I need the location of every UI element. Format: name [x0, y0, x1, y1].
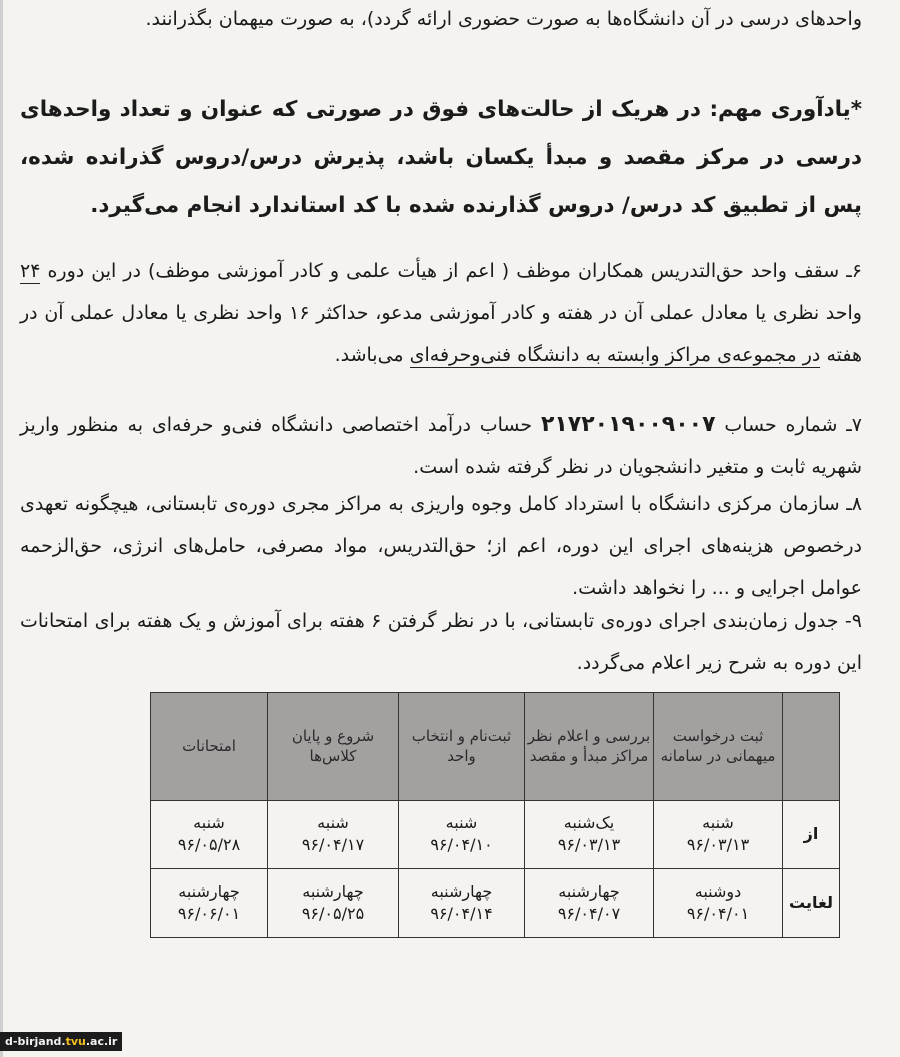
header-review: بررسی و اعلام نظر مراکز مبدأ و مقصد: [525, 693, 654, 801]
table-cell: شنبه ۹۶/۰۴/۱۷: [268, 800, 399, 869]
schedule-header-row: [151, 693, 840, 801]
table-cell: شنبه ۹۶/۰۴/۱۰: [399, 800, 525, 869]
table-cell: چهارشنبه ۹۶/۰۴/۱۴: [399, 869, 525, 938]
paragraph-9-schedule: ۹- جدول زمان‌بندی اجرای دوره‌ی تابستانی، با در نظر گرفتن ۶ هفته برای آموزش و یک هفته برای امتحانات این دوره به شرح زیر اعلام می‌گردد.: [20, 610, 862, 674]
header-guest-request: ثبت درخواست میهمانی در سامانه: [654, 693, 783, 801]
table-cell: دوشنبه ۹۶/۰۴/۰۱: [654, 869, 783, 938]
paragraph-guest-continuation: واحدهای درسی در آن دانشگاه‌ها به صورت حضوری ارائه گردد)، به صورت میهمان بگذرانند.: [145, 8, 862, 30]
row-label-from: از: [783, 800, 840, 869]
table-cell: چهارشنبه ۹۶/۰۴/۰۷: [525, 869, 654, 938]
paragraph-8-refund: ۸ـ سازمان مرکزی دانشگاه با استرداد کامل وجوه واریزی به مراکز مجری دوره‌ی تابستانی، هیچگونه تعهدی درخصوص هزینه‌های اجرای این دوره، اعم از؛ حق‌التدریس، مواد مصرفی، حامل‌های انرژی، حق‌الزحمه عوامل اجرایی و ... را نخواهد داشت.: [20, 493, 862, 599]
table-row: [151, 800, 840, 869]
table-row: [151, 869, 840, 938]
underlined-unit-count: ۲۴: [20, 260, 41, 282]
row-label-until: لغایت: [783, 869, 840, 938]
watermark-url: d-birjand.tvu.ac.ir: [0, 1032, 122, 1051]
underlined-centers-text: در مجموعه‌ی مراکز وابسته به دانشگاه فنی‌وحرفه‌ای: [409, 344, 821, 366]
header-classes: شروع و پایان کلاس‌ها: [268, 693, 399, 801]
account-number: ۲۱۷۲۰۱۹۰۰۹۰۰۷: [540, 412, 716, 437]
table-cell: شنبه ۹۶/۰۳/۱۳: [654, 800, 783, 869]
page-edge: [0, 0, 3, 1057]
table-cell: چهارشنبه ۹۶/۰۶/۰۱: [151, 869, 268, 938]
table-cell: یک‌شنبه ۹۶/۰۳/۱۳: [525, 800, 654, 869]
header-exams: امتحانات: [151, 693, 268, 801]
table-cell: چهارشنبه ۹۶/۰۵/۲۵: [268, 869, 399, 938]
header-registration: ثبت‌نام و انتخاب واحد: [399, 693, 525, 801]
header-corner-cell: [783, 693, 840, 801]
table-cell: شنبه ۹۶/۰۵/۲۸: [151, 800, 268, 869]
important-note: *یادآوری مهم: در هریک از حالت‌های فوق در صورتی که عنوان و تعداد واحدهای درسی در مرکز مقصد و مبدأ یکسان باشد، پذیرش درس/دروس گذرانده شده، پس از تطبیق کد درس/ دروس گذارنده شده با کد استاندارد انجام می‌گیرد.: [20, 97, 862, 218]
paragraph-6-teaching-cap: ۶ـ سقف واحد حق‌التدریس همکاران موظف ( اعم از هیأت علمی و کادر آموزشی موظف) در این دوره ۲۴ واحد نظری یا معادل عملی آن در هفته و کادر آموزشی مدعو، حداکثر ۱۶ واحد نظری یا معادل عملی آن در هفته در مجموعه‌ی مراکز وابسته به دانشگاه فنی‌وحرفه‌ای می‌باشد.: [20, 260, 862, 366]
schedule-table: [150, 692, 840, 938]
paragraph-7-account: ۷ـ شماره حساب ۲۱۷۲۰۱۹۰۰۹۰۰۷ حساب درآمد اختصاصی دانشگاه فنی‌و حرفه‌ای به منظور واریز شهریه ثابت و متغیر دانشجویان در نظر گرفته شده است.: [20, 412, 862, 478]
